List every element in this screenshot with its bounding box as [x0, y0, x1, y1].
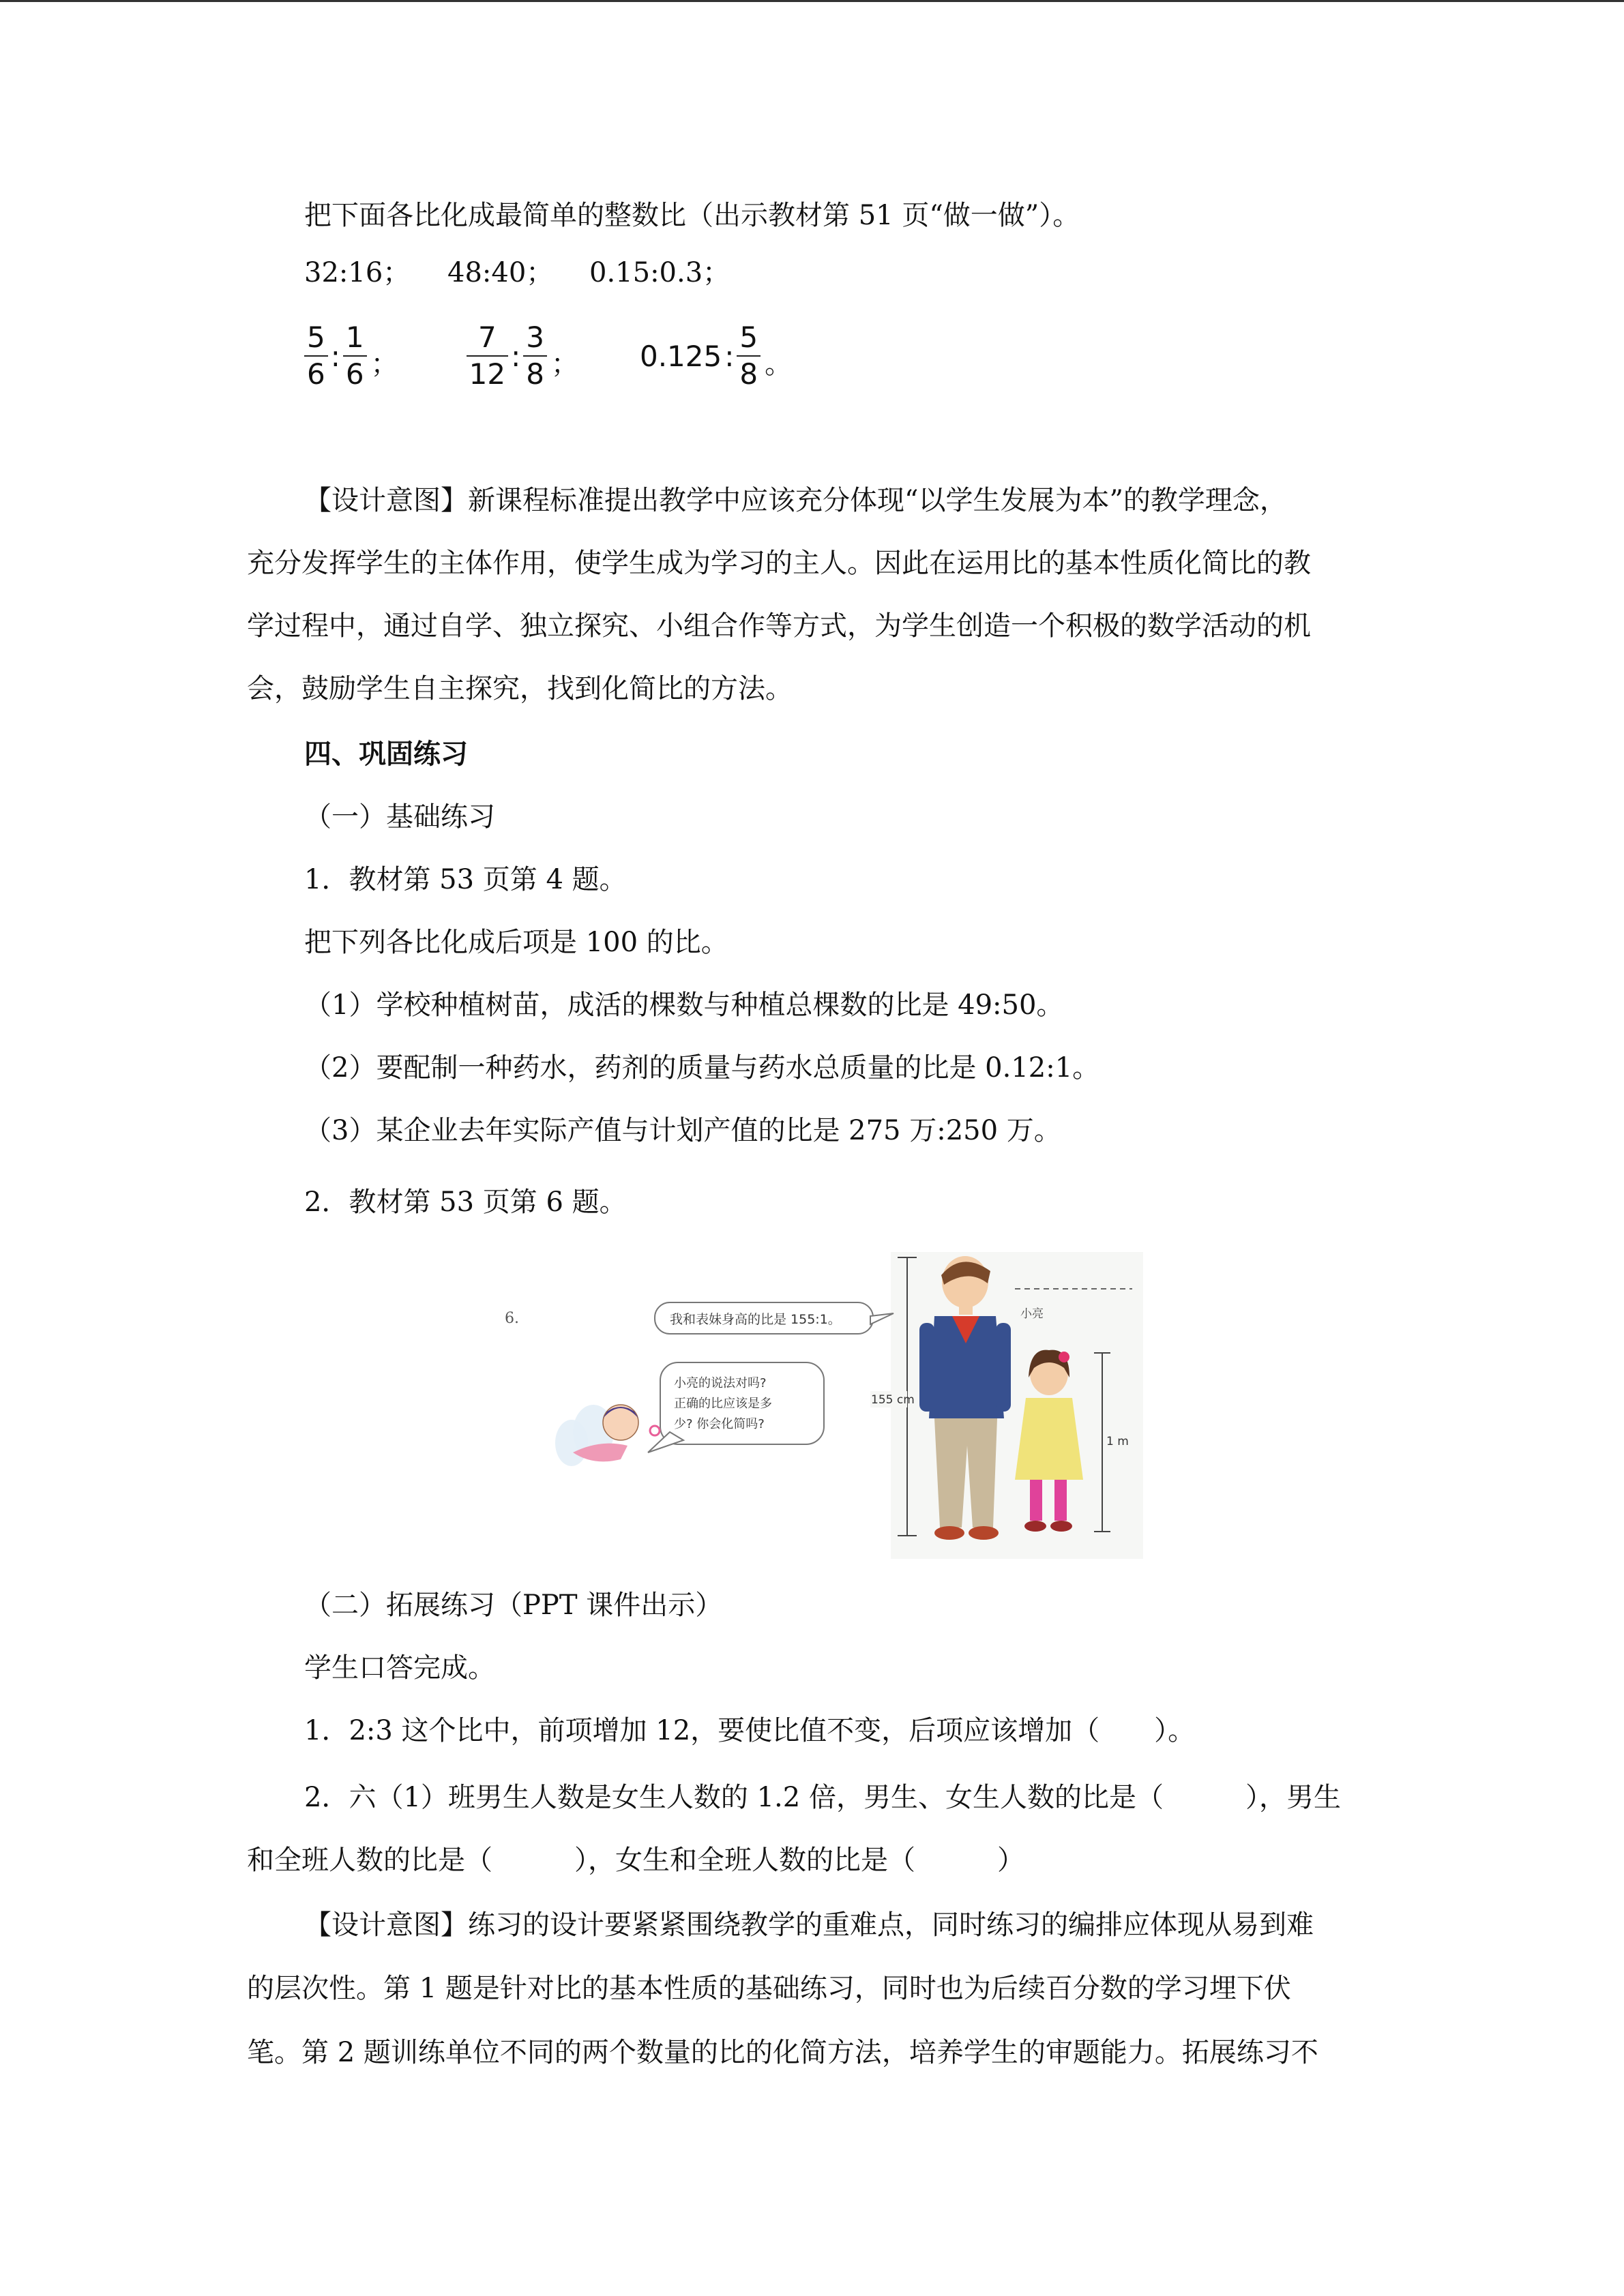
fraction-numerator: 1: [343, 320, 367, 357]
exercise-1-question-3: （3）某企业去年实际产值与计划产值的比是 275 万:250 万。: [304, 1115, 1061, 1146]
fraction-denominator: 12: [469, 357, 506, 391]
bubble-line-3: 少? 你会化简吗?: [674, 1417, 765, 1431]
fraction-ratio-2: $\frac{7}{12}$ : $\frac{3}{8}$ ；: [467, 320, 578, 392]
exercise-1-question-1: （1）学校种植树苗，成活的棵数与种植总棵数的比是 49:50。: [304, 989, 1064, 1021]
fraction-denominator: 8: [526, 357, 544, 391]
fraction-numerator: 7: [467, 320, 508, 357]
extension-question-1: 1．2:3 这个比中，前项增加 12，要使比值不变，后项应该增加（ ）。: [304, 1715, 1196, 1746]
girl-height-label: 1 m: [1106, 1435, 1129, 1448]
bubble-text: 我和表妹身高的比是 155:1。: [670, 1312, 841, 1327]
design-intent-2-line-1: 【设计意图】练习的设计要紧紧围绕教学的重难点，同时练习的编排应体现从易到难: [304, 1909, 1314, 1941]
fairy-character: [555, 1405, 660, 1466]
design-intent-1-line-2: 充分发挥学生的主体作用，使学生成为学习的主人。因此在运用比的基本性质化简比的教: [247, 548, 1311, 579]
page-top-border: [0, 0, 1624, 2]
ratio-2: 48:40；: [447, 257, 554, 288]
design-intent-1-line-4: 会，鼓励学生自主探究，找到化简比的方法。: [247, 673, 793, 704]
boy-name-label: 小亮: [1020, 1307, 1044, 1321]
design-intent-2-line-3: 笔。第 2 题训练单位不同的两个数量的比的化简方法，培养学生的审题能力。拓展练习不: [247, 2037, 1318, 2068]
extension-question-2-line-2: 和全班人数的比是（ ），女生和全班人数的比是（ ）: [247, 1845, 1024, 1876]
fraction-denominator: 6: [345, 357, 364, 391]
fraction-numerator: 5: [304, 320, 328, 357]
fraction-ratio-1: $\frac{5}{6}$ : $\frac{1}{6}$ ；: [304, 320, 398, 392]
design-intent-1-line-3: 学过程中，通过自学、独立探究、小组合作等方式，为学生创造一个积极的数学活动的机: [247, 610, 1311, 642]
figure-number: 6.: [505, 1310, 519, 1327]
fraction-ratios-row: [304, 308, 792, 404]
section-heading: 四、巩固练习: [304, 738, 468, 770]
separator: ；: [370, 348, 398, 380]
fraction-numerator: 3: [523, 320, 547, 357]
extension-description: 学生口答完成。: [304, 1652, 495, 1684]
fairy-speech-bubble: [648, 1362, 824, 1452]
fraction-numerator: 5: [737, 320, 761, 357]
separator: ；: [550, 348, 578, 380]
exercise-2: 2．教材第 53 页第 6 题。: [304, 1187, 627, 1218]
extension-practice-heading: （二）拓展练习（PPT 课件出示）: [304, 1590, 723, 1621]
fraction-denominator: 6: [307, 357, 325, 391]
fraction-denominator: 8: [739, 357, 758, 391]
extension-question-2-line-1: 2．六（1）班男生人数是女生人数的 1.2 倍，男生、女生人数的比是（ ），男生: [304, 1782, 1341, 1813]
instruction-line: 把下面各比化成最简单的整数比（出示教材第 51 页“做一做”）。: [304, 200, 1080, 231]
bubble-line-1: 小亮的说法对吗?: [674, 1376, 767, 1390]
exercise-1: 1．教材第 53 页第 4 题。: [304, 864, 627, 895]
basic-practice-heading: （一）基础练习: [304, 801, 495, 833]
bubble-line-2: 正确的比应该是多: [674, 1397, 772, 1411]
decimal-term: 0.125: [639, 339, 722, 373]
ratio-3: 0.15:0.3；: [589, 257, 730, 288]
design-intent-2-line-2: 的层次性。第 1 题是针对比的基本性质的基础练习，同时也为后续百分数的学习埋下伏: [247, 1973, 1291, 2004]
design-intent-1-line-1: 【设计意图】新课程标准提出教学中应该充分体现“以学生发展为本”的教学理念，: [304, 485, 1287, 516]
textbook-illustration: [491, 1248, 1146, 1562]
ratio-1: 32:16；: [304, 257, 411, 288]
fraction-ratio-3: 0.125 : $\frac{5}{8}$ 。: [639, 320, 793, 391]
boy-speech-bubble: [655, 1302, 894, 1334]
exercise-1-description: 把下列各比化成后项是 100 的比。: [304, 927, 728, 958]
separator: 。: [765, 348, 793, 380]
boy-height-label: 155 cm: [871, 1393, 915, 1407]
exercise-1-question-2: （2）要配制一种药水，药剂的质量与药水总质量的比是 0.12:1。: [304, 1052, 1100, 1084]
